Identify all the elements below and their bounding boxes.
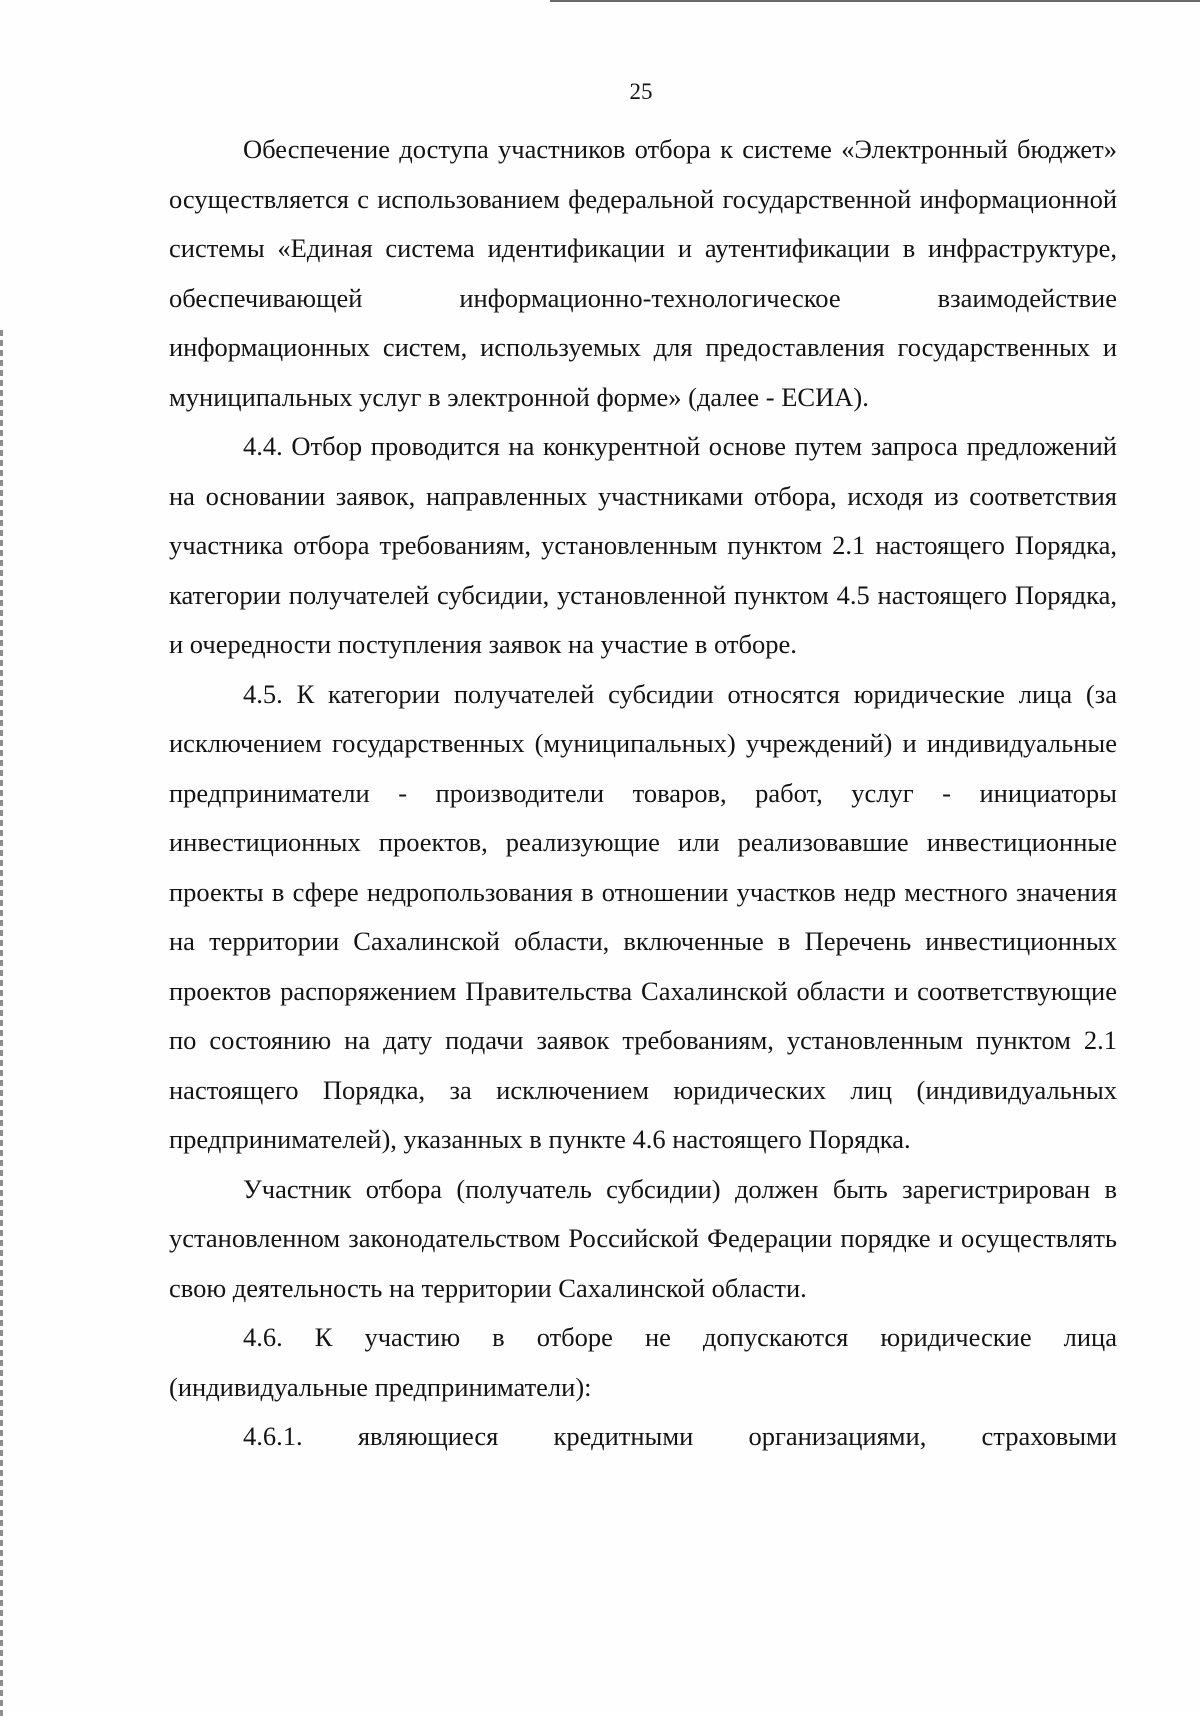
- page-number: 25: [629, 79, 653, 104]
- paragraph-4-6-1: 4.6.1. являющиеся кредитными организациями, страховыми: [243, 1421, 1117, 1451]
- paragraph-4-5: 4.5. К категории получателей субсидии относятся юридические лица (за исключением государственных (муниципальных) учреждений) и индивидуальные предприниматели - производители товаров, работ, услуг - инициаторы инвестиционных проектов, реализующие или реализовавшие инвестиционные проекты в сфере недропользования в отношении участков недр местного значения на территории Сахалинской области, включенные в Перечень инвестиционных проектов распоряжением Правительства Сахалинской области и соответствующие по состоянию на дату подачи заявок требованиям, установленным пунктом 2.1 настоящего Порядка, за исключением юридических лиц (индивидуальных предпринимателей), указанных в пункте 4.6 настоящего Порядка.: [169, 678, 1117, 1154]
- scan-left-edge: [0, 330, 3, 1720]
- paragraph-esia: Обеспечение доступа участников отбора к системе «Электронный бюджет» осуществляется с использованием федеральной государственной информационной системы «Единая система идентификации и аутентификации в инфраструктуре, обеспечивающей информационно-технологическое взаимодействие информационных систем, используемых для предоставления государственных и муниципальных услуг в электронной форме» (далее - ЕСИА).: [169, 134, 1117, 412]
- paragraph-registration: Участник отбора (получатель субсидии) должен быть зарегистрирован в установленном законодательством Российской Федерации порядке и осуществлять свою деятельность на территории Сахалинской области.: [169, 1173, 1117, 1303]
- paragraph-4-6: 4.6. К участию в отборе не допускаются юридические лица (индивидуальные предприниматели):: [169, 1322, 1117, 1402]
- scan-top-rule: [550, 0, 1200, 2]
- document-body: [169, 125, 1117, 1462]
- paragraph-4-4: 4.4. Отбор проводится на конкурентной основе путем запроса предложений на основании заявок, направленных участниками отбора, исходя из соответствия участника отбора требованиям, установленным пунктом 2.1 настоящего Порядка, категории получателей субсидии, установленной пунктом 4.5 настоящего Порядка, и очередности поступления заявок на участие в отборе.: [169, 431, 1117, 659]
